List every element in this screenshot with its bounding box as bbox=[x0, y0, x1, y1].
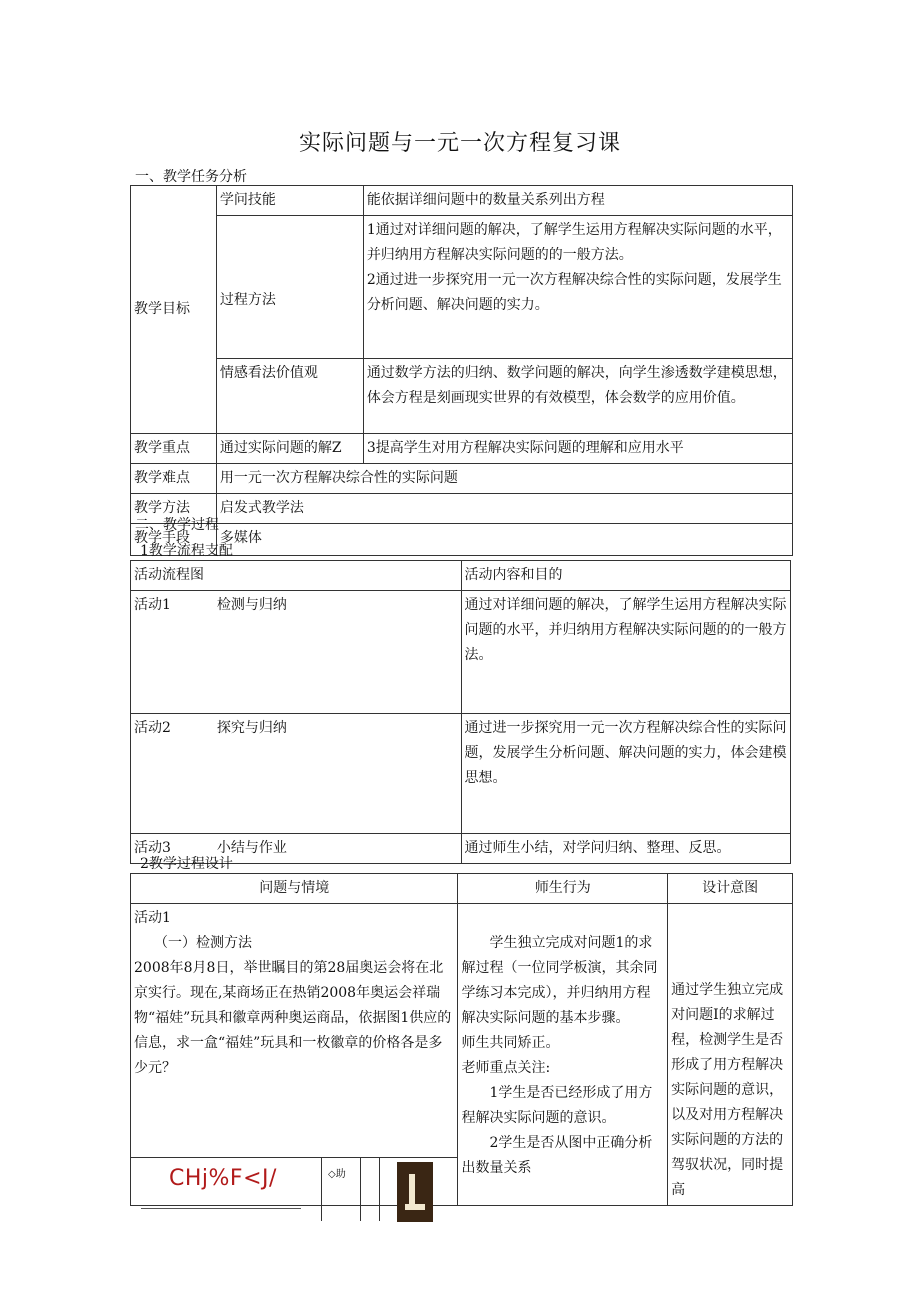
ts-paragraph: 2学生是否从图中正确分析出数量关系 bbox=[461, 1135, 653, 1176]
problem-subheading: （一）检测方法 bbox=[154, 935, 252, 951]
row-label: 情感看法价值观 bbox=[216, 359, 363, 434]
activity-name: 活动1 bbox=[134, 597, 171, 613]
activity-title: 探究与归纳 bbox=[216, 720, 287, 736]
figure-text: CHj%F<J/ bbox=[169, 1166, 277, 1191]
difficulty-content: 用一元一次方程解决综合性的实际问题 bbox=[216, 464, 792, 494]
ts-paragraph: 老师重点关注: bbox=[461, 1060, 551, 1076]
row-content: 通过数学方法的归纳、数学问题的解决，向学生渗透数学建模思想，体会方程是刻画现实世界的有效模型，体会数学的应用价值。 bbox=[363, 359, 792, 434]
activity-title: 小结与作业 bbox=[216, 840, 287, 856]
activity-title: 检测与归纳 bbox=[216, 597, 287, 613]
activity-content: 通过进一步探究用一元一次方程解决综合性的实际问题，发展学生分析问题、解决问题的实力，体会建模思想。 bbox=[461, 714, 791, 834]
design-heading: 2教学过程设计 bbox=[140, 856, 233, 872]
method-label: 教学方法 bbox=[131, 494, 217, 524]
intent-cell bbox=[668, 904, 793, 1206]
figure-strip bbox=[131, 1157, 457, 1221]
key-point-col2: 通过实际问题的解Z bbox=[216, 434, 363, 464]
key-point-label: 教学重点 bbox=[131, 434, 217, 464]
design-table bbox=[130, 873, 793, 1206]
flow-header: 活动内容和目的 bbox=[461, 561, 791, 591]
goal-label: 教学目标 bbox=[131, 186, 217, 434]
ts-paragraph: 师生共同矫正。 bbox=[461, 1035, 560, 1051]
design-header: 师生行为 bbox=[458, 874, 668, 904]
row-content-line: 1通过对详细问题的解决，了解学生运用方程解决实际问题的水平，并归纳用方程解决实际问题的的一般方法。 bbox=[366, 222, 782, 263]
row-label: 过程方法 bbox=[216, 216, 363, 359]
difficulty-label: 教学难点 bbox=[131, 464, 217, 494]
flow-header: 活动流程图 bbox=[131, 561, 462, 591]
figure-glyph-base bbox=[405, 1204, 425, 1210]
row-content-line: 2通过进一步探究用一元一次方程解决综合性的实际问题，发展学生分析问题、解决问题的实力。 bbox=[366, 272, 782, 313]
section2-heading: 二、教学过程 bbox=[135, 517, 219, 533]
method-content: 启发式教学法 bbox=[216, 494, 792, 524]
teacher-student-cell bbox=[458, 904, 668, 1206]
flow-heading: 1教学流程支配 bbox=[140, 543, 233, 559]
means-content: 多媒体 bbox=[216, 524, 792, 556]
row-content: 能依据详细问题中的数量关系列出方程 bbox=[363, 186, 792, 216]
figure-divider bbox=[379, 1158, 380, 1221]
activity-label: 活动1 bbox=[134, 910, 171, 926]
row-content bbox=[363, 216, 792, 359]
flow-activity bbox=[131, 591, 462, 714]
key-point-col3: 3提高学生对用方程解决实际问题的理解和应用水平 bbox=[363, 434, 792, 464]
means-label: 教学手段 bbox=[131, 524, 217, 556]
flow-activity bbox=[131, 714, 462, 834]
figure-small-label: ◇助 bbox=[328, 1169, 346, 1180]
ts-paragraph: 学生独立完成对问题1的求解过程（一位同学板演，其余同学练习本完成），并归纳用方程解决实际问题的基本步骤。 bbox=[461, 935, 658, 1026]
flow-table bbox=[130, 560, 791, 864]
figure-dark-block bbox=[397, 1162, 433, 1222]
activity-content: 通过对详细问题的解决，了解学生运用方程解决实际问题的水平，并归纳用方程解决实际问题的的一般方法。 bbox=[461, 591, 791, 714]
task-analysis-table bbox=[130, 185, 793, 556]
section1-heading: 一、教学任务分析 bbox=[135, 169, 247, 185]
problem-cell bbox=[131, 904, 458, 1206]
figure-divider bbox=[360, 1158, 361, 1221]
design-header: 设计意图 bbox=[668, 874, 793, 904]
activity-name: 活动3 bbox=[134, 840, 171, 856]
intent-text: 通过学生独立完成对问题I的求解过程，检测学生是否形成了用方程解决实际问题的意识，以及对用方程解决实际问题的方法的驾驭状况，同时提高 bbox=[671, 982, 784, 1198]
row-label: 学问技能 bbox=[216, 186, 363, 216]
design-header: 问题与情境 bbox=[131, 874, 458, 904]
activity-name: 活动2 bbox=[134, 720, 171, 736]
figure-divider bbox=[321, 1158, 360, 1221]
page-title: 实际问题与一元一次方程复习课 bbox=[298, 131, 621, 156]
figure-caption-box bbox=[141, 1164, 301, 1209]
problem-text: 2008年8月8日，举世瞩目的第28届奥运会将在北京实行。现在,某商场正在热销2008年奥运会祥瑞物“福娃”玩具和徽章两种奥运商品，依据图1供应的信息，求一盒“福娃”玩具和一枚徽章的价格各是多少元？ bbox=[134, 960, 452, 1076]
ts-paragraph: 1学生是否已经形成了用方程解决实际问题的意识。 bbox=[461, 1085, 653, 1126]
activity-content: 通过师生小结，对学问归纳、整理、反思。 bbox=[461, 834, 791, 864]
